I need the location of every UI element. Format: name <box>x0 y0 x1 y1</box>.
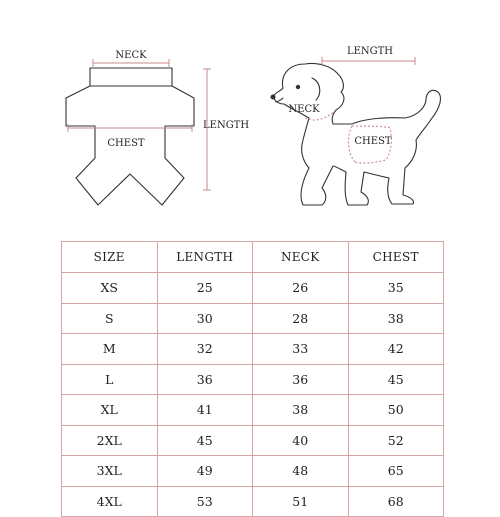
length-cell: 41 <box>157 395 253 426</box>
chest-cell: 42 <box>348 334 444 365</box>
length-cell: 25 <box>157 273 253 304</box>
size-cell: XS <box>62 273 158 304</box>
table-row <box>62 456 444 487</box>
header-size: SIZE <box>62 242 158 273</box>
table-row <box>62 273 444 304</box>
table-row <box>62 425 444 456</box>
size-cell: 4XL <box>62 486 158 517</box>
header-chest: CHEST <box>348 242 444 273</box>
table-row <box>62 486 444 517</box>
dog-eye <box>296 85 300 89</box>
length-cell: 49 <box>157 456 253 487</box>
table-row <box>62 303 444 334</box>
chest-cell: 65 <box>348 456 444 487</box>
size-cell: 2XL <box>62 425 158 456</box>
size-chart <box>61 241 444 517</box>
neck-cell: 48 <box>253 456 349 487</box>
shirt-illustration <box>66 68 194 205</box>
header-neck: NECK <box>253 242 349 273</box>
dog-chest-label: CHEST <box>354 136 392 147</box>
length-cell: 36 <box>157 364 253 395</box>
measurement-diagram <box>0 0 500 230</box>
shirt-chest-measure <box>68 124 192 132</box>
neck-cell: 38 <box>253 395 349 426</box>
shirt-chest-label: CHEST <box>107 138 145 149</box>
chest-cell: 45 <box>348 364 444 395</box>
neck-cell: 26 <box>253 273 349 304</box>
chest-cell: 52 <box>348 425 444 456</box>
shirt-neck-label: NECK <box>115 50 147 61</box>
chest-cell: 68 <box>348 486 444 517</box>
chest-cell: 50 <box>348 395 444 426</box>
length-cell: 32 <box>157 334 253 365</box>
dog-illustration <box>274 63 441 205</box>
dog-length-measure <box>322 57 415 65</box>
dog-length-label: LENGTH <box>346 46 394 57</box>
shirt-length-label: LENGTH <box>203 120 250 131</box>
table-row <box>62 334 444 365</box>
chest-cell: 38 <box>348 303 444 334</box>
header-length: LENGTH <box>157 242 253 273</box>
size-cell: XL <box>62 395 158 426</box>
table-row <box>62 395 444 426</box>
table-row <box>62 364 444 395</box>
length-cell: 53 <box>157 486 253 517</box>
dog-neck-label: NECK <box>288 104 320 115</box>
length-cell: 45 <box>157 425 253 456</box>
size-table <box>61 241 444 517</box>
neck-cell: 40 <box>253 425 349 456</box>
chest-cell: 35 <box>348 273 444 304</box>
neck-cell: 51 <box>253 486 349 517</box>
size-cell: S <box>62 303 158 334</box>
dog-nose <box>271 95 276 100</box>
size-cell: 3XL <box>62 456 158 487</box>
table-header-row <box>62 242 444 273</box>
size-cell: M <box>62 334 158 365</box>
neck-cell: 36 <box>253 364 349 395</box>
neck-cell: 33 <box>253 334 349 365</box>
length-cell: 30 <box>157 303 253 334</box>
neck-cell: 28 <box>253 303 349 334</box>
size-cell: L <box>62 364 158 395</box>
